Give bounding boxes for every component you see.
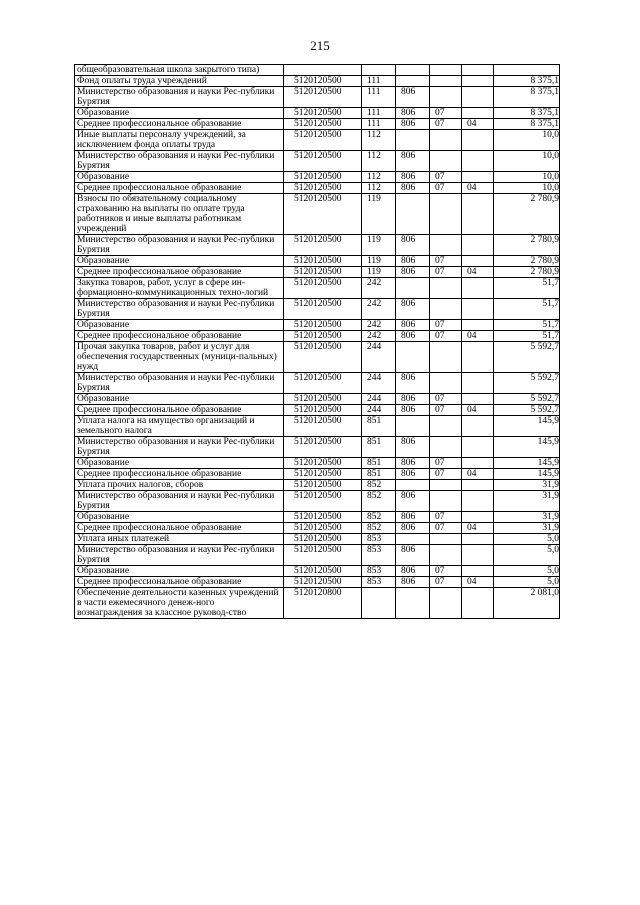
row-amount-cell: 2 780,9 xyxy=(494,256,560,267)
row-expense-type-cell: 112 xyxy=(362,130,396,151)
row-section-cell xyxy=(430,534,462,545)
row-department-cell xyxy=(396,130,430,151)
row-name-cell: Обеспечение деятельности казенных учреждений в части ежемесячного денеж-ного вознаграждения за классное руковод-ство xyxy=(75,588,284,619)
row-target-article-cell: 5120120500 xyxy=(284,437,362,458)
row-expense-type-cell: 111 xyxy=(362,108,396,119)
row-name-cell: Взносы по обязательному социальному страхованию на выплаты по оплате труда работников и иные выплаты работникам учреждений xyxy=(75,194,284,235)
row-amount-cell: 51,7 xyxy=(494,278,560,299)
row-subsection-cell xyxy=(462,480,494,491)
row-expense-type-cell: 242 xyxy=(362,320,396,331)
row-section-cell xyxy=(430,235,462,256)
table-row xyxy=(75,172,560,183)
row-expense-type-cell: 111 xyxy=(362,119,396,130)
row-department-cell: 806 xyxy=(396,458,430,469)
row-section-cell xyxy=(430,373,462,394)
row-department-cell: 806 xyxy=(396,523,430,534)
row-section-cell: 07 xyxy=(430,172,462,183)
row-name-cell: Образование xyxy=(75,320,284,331)
row-subsection-cell: 04 xyxy=(462,523,494,534)
row-department-cell xyxy=(396,588,430,619)
row-amount-cell: 145,9 xyxy=(494,416,560,437)
row-expense-type-cell: 111 xyxy=(362,87,396,108)
row-amount-cell: 10,0 xyxy=(494,151,560,172)
row-section-cell xyxy=(430,130,462,151)
row-section-cell xyxy=(430,278,462,299)
row-amount-cell: 8 375,1 xyxy=(494,108,560,119)
row-department-cell: 806 xyxy=(396,566,430,577)
row-name-cell: Среднее профессиональное образование xyxy=(75,183,284,194)
row-section-cell xyxy=(430,65,462,76)
row-name-cell: Министерство образования и науки Рес-публики Бурятия xyxy=(75,545,284,566)
row-target-article-cell: 5120120500 xyxy=(284,394,362,405)
row-subsection-cell xyxy=(462,256,494,267)
row-name-cell: Среднее профессиональное образование xyxy=(75,267,284,278)
row-target-article-cell: 5120120500 xyxy=(284,267,362,278)
row-expense-type-cell: 111 xyxy=(362,76,396,87)
row-department-cell xyxy=(396,65,430,76)
row-subsection-cell xyxy=(462,458,494,469)
row-expense-type-cell xyxy=(362,65,396,76)
row-amount-cell: 10,0 xyxy=(494,130,560,151)
row-department-cell: 806 xyxy=(396,183,430,194)
row-name-cell: Образование xyxy=(75,394,284,405)
table-row xyxy=(75,566,560,577)
row-section-cell xyxy=(430,194,462,235)
row-subsection-cell: 04 xyxy=(462,267,494,278)
table-row xyxy=(75,194,560,235)
table-row xyxy=(75,299,560,320)
row-department-cell: 806 xyxy=(396,87,430,108)
row-subsection-cell xyxy=(462,76,494,87)
row-target-article-cell: 5120120500 xyxy=(284,469,362,480)
table-row xyxy=(75,394,560,405)
row-subsection-cell xyxy=(462,108,494,119)
row-department-cell: 806 xyxy=(396,577,430,588)
row-amount-cell: 5 592,7 xyxy=(494,342,560,373)
row-amount-cell: 51,7 xyxy=(494,299,560,320)
table-row xyxy=(75,534,560,545)
row-department-cell xyxy=(396,480,430,491)
table-row xyxy=(75,235,560,256)
table-row xyxy=(75,119,560,130)
row-section-cell xyxy=(430,299,462,320)
row-department-cell: 806 xyxy=(396,119,430,130)
row-expense-type-cell: 244 xyxy=(362,373,396,394)
row-amount-cell: 5,0 xyxy=(494,577,560,588)
row-target-article-cell: 5120120500 xyxy=(284,577,362,588)
row-amount-cell xyxy=(494,65,560,76)
row-expense-type-cell: 112 xyxy=(362,172,396,183)
row-expense-type-cell: 853 xyxy=(362,577,396,588)
row-name-cell: Образование xyxy=(75,256,284,267)
row-expense-type-cell: 112 xyxy=(362,151,396,172)
row-amount-cell: 10,0 xyxy=(494,172,560,183)
row-subsection-cell xyxy=(462,87,494,108)
row-department-cell: 806 xyxy=(396,437,430,458)
table-row xyxy=(75,76,560,87)
row-amount-cell: 10,0 xyxy=(494,183,560,194)
row-name-cell: Министерство образования и науки Рес-публики Бурятия xyxy=(75,235,284,256)
row-department-cell: 806 xyxy=(396,491,430,512)
row-target-article-cell: 5120120500 xyxy=(284,512,362,523)
table-row xyxy=(75,437,560,458)
row-subsection-cell xyxy=(462,416,494,437)
row-subsection-cell xyxy=(462,151,494,172)
row-target-article-cell: 5120120500 xyxy=(284,108,362,119)
row-expense-type-cell: 851 xyxy=(362,458,396,469)
table-row xyxy=(75,65,560,76)
row-target-article-cell: 5120120500 xyxy=(284,87,362,108)
row-section-cell xyxy=(430,491,462,512)
row-subsection-cell xyxy=(462,566,494,577)
row-expense-type-cell: 852 xyxy=(362,523,396,534)
row-target-article-cell: 5120120500 xyxy=(284,256,362,267)
row-amount-cell: 8 375,1 xyxy=(494,76,560,87)
row-name-cell: Среднее профессиональное образование xyxy=(75,331,284,342)
row-target-article-cell: 5120120500 xyxy=(284,194,362,235)
row-amount-cell: 5 592,7 xyxy=(494,394,560,405)
table-row xyxy=(75,458,560,469)
row-subsection-cell xyxy=(462,299,494,320)
row-name-cell: Прочая закупка товаров, работ и услуг для обеспечения государственных (муници-пальных) нужд xyxy=(75,342,284,373)
table-row xyxy=(75,523,560,534)
row-target-article-cell xyxy=(284,65,362,76)
row-section-cell: 07 xyxy=(430,566,462,577)
table-row xyxy=(75,469,560,480)
row-amount-cell: 51,7 xyxy=(494,320,560,331)
row-section-cell: 07 xyxy=(430,458,462,469)
table-row xyxy=(75,267,560,278)
row-subsection-cell xyxy=(462,172,494,183)
row-amount-cell: 5,0 xyxy=(494,545,560,566)
row-subsection-cell xyxy=(462,320,494,331)
row-amount-cell: 31,9 xyxy=(494,491,560,512)
table-row xyxy=(75,416,560,437)
row-subsection-cell xyxy=(462,437,494,458)
row-target-article-cell: 5120120500 xyxy=(284,183,362,194)
row-subsection-cell xyxy=(462,512,494,523)
row-amount-cell: 8 375,1 xyxy=(494,119,560,130)
row-name-cell: Образование xyxy=(75,566,284,577)
row-name-cell: Министерство образования и науки Рес-публики Бурятия xyxy=(75,151,284,172)
row-target-article-cell: 5120120500 xyxy=(284,299,362,320)
row-department-cell: 806 xyxy=(396,545,430,566)
row-section-cell xyxy=(430,588,462,619)
row-amount-cell: 5 592,7 xyxy=(494,373,560,394)
row-name-cell: Министерство образования и науки Рес-публики Бурятия xyxy=(75,299,284,320)
row-target-article-cell: 5120120500 xyxy=(284,416,362,437)
row-section-cell: 07 xyxy=(430,577,462,588)
row-subsection-cell: 04 xyxy=(462,469,494,480)
row-target-article-cell: 5120120500 xyxy=(284,320,362,331)
row-expense-type-cell: 853 xyxy=(362,566,396,577)
row-section-cell xyxy=(430,480,462,491)
row-department-cell: 806 xyxy=(396,331,430,342)
row-department-cell xyxy=(396,342,430,373)
row-expense-type-cell: 852 xyxy=(362,480,396,491)
row-target-article-cell: 5120120500 xyxy=(284,172,362,183)
row-section-cell: 07 xyxy=(430,405,462,416)
row-section-cell: 07 xyxy=(430,320,462,331)
row-expense-type-cell: 244 xyxy=(362,342,396,373)
row-name-cell: Образование xyxy=(75,108,284,119)
row-department-cell xyxy=(396,416,430,437)
row-section-cell: 07 xyxy=(430,523,462,534)
row-section-cell xyxy=(430,416,462,437)
row-name-cell: Уплата налога на имущество организаций и земельного налога xyxy=(75,416,284,437)
row-subsection-cell xyxy=(462,588,494,619)
table-row xyxy=(75,278,560,299)
row-department-cell: 806 xyxy=(396,267,430,278)
row-amount-cell: 31,9 xyxy=(494,512,560,523)
row-expense-type-cell: 851 xyxy=(362,469,396,480)
row-department-cell: 806 xyxy=(396,405,430,416)
row-section-cell: 07 xyxy=(430,267,462,278)
row-subsection-cell xyxy=(462,394,494,405)
row-target-article-cell: 5120120500 xyxy=(284,480,362,491)
row-section-cell xyxy=(430,76,462,87)
row-department-cell: 806 xyxy=(396,512,430,523)
row-subsection-cell xyxy=(462,342,494,373)
row-section-cell: 07 xyxy=(430,108,462,119)
table-row xyxy=(75,373,560,394)
row-amount-cell: 2 780,9 xyxy=(494,267,560,278)
row-target-article-cell: 5120120500 xyxy=(284,534,362,545)
table-row xyxy=(75,405,560,416)
row-subsection-cell xyxy=(462,194,494,235)
row-section-cell: 07 xyxy=(430,119,462,130)
row-expense-type-cell: 242 xyxy=(362,331,396,342)
row-subsection-cell xyxy=(462,65,494,76)
row-section-cell: 07 xyxy=(430,256,462,267)
row-amount-cell: 2 081,0 xyxy=(494,588,560,619)
row-name-cell: Министерство образования и науки Рес-публики Бурятия xyxy=(75,491,284,512)
table-row xyxy=(75,151,560,172)
row-target-article-cell: 5120120500 xyxy=(284,331,362,342)
row-amount-cell: 51,7 xyxy=(494,331,560,342)
row-target-article-cell: 5120120500 xyxy=(284,545,362,566)
row-expense-type-cell: 852 xyxy=(362,491,396,512)
row-target-article-cell: 5120120500 xyxy=(284,523,362,534)
row-amount-cell: 5 592,7 xyxy=(494,405,560,416)
table-row xyxy=(75,545,560,566)
table-row xyxy=(75,87,560,108)
row-subsection-cell xyxy=(462,130,494,151)
row-expense-type-cell: 853 xyxy=(362,545,396,566)
row-department-cell: 806 xyxy=(396,172,430,183)
row-section-cell: 07 xyxy=(430,394,462,405)
row-name-cell: Образование xyxy=(75,512,284,523)
row-name-cell: Среднее профессиональное образование xyxy=(75,577,284,588)
row-expense-type-cell: 112 xyxy=(362,183,396,194)
row-section-cell: 07 xyxy=(430,331,462,342)
row-target-article-cell: 5120120500 xyxy=(284,76,362,87)
row-target-article-cell: 5120120500 xyxy=(284,491,362,512)
table-row xyxy=(75,108,560,119)
row-amount-cell: 31,9 xyxy=(494,523,560,534)
row-expense-type-cell: 244 xyxy=(362,405,396,416)
row-target-article-cell: 5120120500 xyxy=(284,405,362,416)
row-department-cell: 806 xyxy=(396,299,430,320)
row-name-cell: Среднее профессиональное образование xyxy=(75,405,284,416)
row-name-cell: Министерство образования и науки Рес-публики Бурятия xyxy=(75,373,284,394)
row-name-cell: Среднее профессиональное образование xyxy=(75,469,284,480)
row-department-cell: 806 xyxy=(396,151,430,172)
row-subsection-cell xyxy=(462,235,494,256)
row-subsection-cell: 04 xyxy=(462,119,494,130)
table-row xyxy=(75,512,560,523)
row-section-cell: 07 xyxy=(430,512,462,523)
table-row xyxy=(75,331,560,342)
row-target-article-cell: 5120120800 xyxy=(284,588,362,619)
row-subsection-cell xyxy=(462,534,494,545)
row-subsection-cell xyxy=(462,373,494,394)
row-amount-cell: 8 375,1 xyxy=(494,87,560,108)
row-department-cell xyxy=(396,534,430,545)
row-department-cell xyxy=(396,194,430,235)
row-subsection-cell xyxy=(462,278,494,299)
table-row xyxy=(75,130,560,151)
page-number: 215 xyxy=(310,38,330,53)
budget-table xyxy=(74,64,560,619)
row-expense-type-cell xyxy=(362,588,396,619)
row-section-cell xyxy=(430,342,462,373)
row-amount-cell: 5,0 xyxy=(494,534,560,545)
row-expense-type-cell: 851 xyxy=(362,437,396,458)
row-amount-cell: 145,9 xyxy=(494,458,560,469)
row-expense-type-cell: 244 xyxy=(362,394,396,405)
row-expense-type-cell: 851 xyxy=(362,416,396,437)
row-amount-cell: 145,9 xyxy=(494,437,560,458)
row-department-cell: 806 xyxy=(396,235,430,256)
table-row xyxy=(75,588,560,619)
row-subsection-cell: 04 xyxy=(462,183,494,194)
row-name-cell: Уплата прочих налогов, сборов xyxy=(75,480,284,491)
row-subsection-cell xyxy=(462,545,494,566)
table-row xyxy=(75,491,560,512)
row-name-cell: Иные выплаты персоналу учреждений, за исключением фонда оплаты труда xyxy=(75,130,284,151)
row-expense-type-cell: 119 xyxy=(362,235,396,256)
row-name-cell: Образование xyxy=(75,458,284,469)
row-section-cell xyxy=(430,87,462,108)
row-target-article-cell: 5120120500 xyxy=(284,130,362,151)
row-department-cell xyxy=(396,278,430,299)
row-target-article-cell: 5120120500 xyxy=(284,235,362,256)
row-target-article-cell: 5120120500 xyxy=(284,458,362,469)
row-name-cell: Уплата иных платежей xyxy=(75,534,284,545)
row-target-article-cell: 5120120500 xyxy=(284,342,362,373)
row-target-article-cell: 5120120500 xyxy=(284,278,362,299)
row-name-cell: общеобразовательная школа закрытого типа) xyxy=(75,65,284,76)
row-amount-cell: 145,9 xyxy=(494,469,560,480)
budget-table-body xyxy=(75,65,560,619)
table-row xyxy=(75,320,560,331)
row-subsection-cell: 04 xyxy=(462,405,494,416)
row-amount-cell: 2 780,9 xyxy=(494,235,560,256)
row-subsection-cell: 04 xyxy=(462,577,494,588)
row-expense-type-cell: 119 xyxy=(362,194,396,235)
row-target-article-cell: 5120120500 xyxy=(284,151,362,172)
row-section-cell: 07 xyxy=(430,469,462,480)
table-row xyxy=(75,183,560,194)
row-section-cell xyxy=(430,151,462,172)
row-name-cell: Закупка товаров, работ, услуг в сфере ин-формационно-коммуникационных техно-логий xyxy=(75,278,284,299)
table-row xyxy=(75,577,560,588)
row-department-cell: 806 xyxy=(396,256,430,267)
row-name-cell: Фонд оплаты труда учреждений xyxy=(75,76,284,87)
row-target-article-cell: 5120120500 xyxy=(284,566,362,577)
row-name-cell: Министерство образования и науки Рес-публики Бурятия xyxy=(75,437,284,458)
row-section-cell: 07 xyxy=(430,183,462,194)
row-name-cell: Среднее профессиональное образование xyxy=(75,119,284,130)
row-name-cell: Образование xyxy=(75,172,284,183)
row-amount-cell: 31,9 xyxy=(494,480,560,491)
row-department-cell xyxy=(396,76,430,87)
row-section-cell xyxy=(430,437,462,458)
row-amount-cell: 5,0 xyxy=(494,566,560,577)
row-expense-type-cell: 119 xyxy=(362,256,396,267)
row-expense-type-cell: 852 xyxy=(362,512,396,523)
row-name-cell: Министерство образования и науки Рес-публики Бурятия xyxy=(75,87,284,108)
row-department-cell: 806 xyxy=(396,320,430,331)
row-target-article-cell: 5120120500 xyxy=(284,373,362,394)
row-department-cell: 806 xyxy=(396,373,430,394)
row-expense-type-cell: 242 xyxy=(362,299,396,320)
row-target-article-cell: 5120120500 xyxy=(284,119,362,130)
row-department-cell: 806 xyxy=(396,394,430,405)
row-department-cell: 806 xyxy=(396,108,430,119)
row-department-cell: 806 xyxy=(396,469,430,480)
row-section-cell xyxy=(430,545,462,566)
row-expense-type-cell: 119 xyxy=(362,267,396,278)
table-row xyxy=(75,256,560,267)
table-row xyxy=(75,342,560,373)
table-row xyxy=(75,480,560,491)
row-subsection-cell xyxy=(462,491,494,512)
row-subsection-cell: 04 xyxy=(462,331,494,342)
row-name-cell: Среднее профессиональное образование xyxy=(75,523,284,534)
row-expense-type-cell: 853 xyxy=(362,534,396,545)
row-amount-cell: 2 780,9 xyxy=(494,194,560,235)
row-expense-type-cell: 242 xyxy=(362,278,396,299)
